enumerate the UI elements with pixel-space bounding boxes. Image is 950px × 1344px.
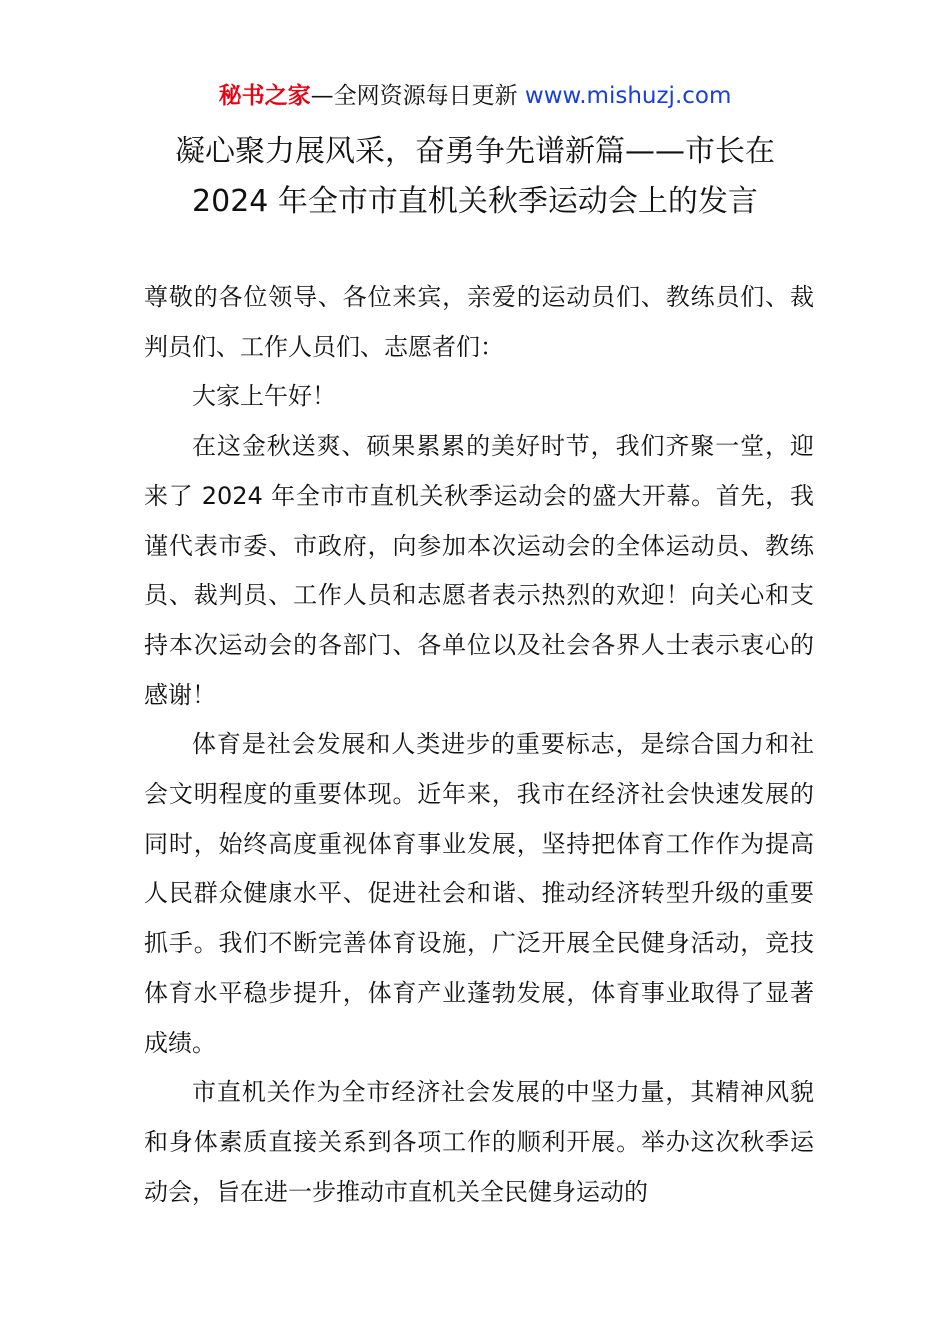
site-url-link[interactable]: www.mishuzj.com (524, 83, 732, 109)
document-body (144, 273, 814, 1217)
document-title-line-2: 2024 年全市市直机关秋季运动会上的发言 (192, 184, 758, 219)
site-tagline: —全网资源每日更新 (310, 83, 525, 109)
salutation-paragraph: 尊敬的各位领导、各位来宾，亲爱的运动员们、教练员们、裁判员们、工作人员们、志愿者们： (144, 283, 814, 361)
document-title-line-1: 凝心聚力展风采，奋勇争先谱新篇——市长在 (175, 134, 775, 169)
site-brand: 秘书之家 (218, 83, 311, 109)
document-title (100, 127, 850, 227)
purpose-paragraph: 市直机关作为全市经济社会发展的中坚力量，其精神风貌和身体素质直接关系到各项工作的顺利开展。举办这次秋季运动会，旨在进一步推动市直机关全民健身运动的 (144, 1078, 814, 1206)
sports-development-paragraph: 体育是社会发展和人类进步的重要标志，是综合国力和社会文明程度的重要体现。近年来，我市在经济社会快速发展的同时，始终高度重视体育事业发展，坚持把体育工作作为提高人民群众健康水平、促进社会和谐、推动经济转型升级的重要抓手。我们不断完善体育设施，广泛开展全民健身活动，竞技体育水平稳步提升，体育产业蓬勃发展，体育事业取得了显著成绩。 (144, 730, 814, 1057)
greeting-paragraph: 大家上午好！ (192, 382, 336, 411)
site-header (0, 80, 950, 112)
opening-paragraph: 在这金秋送爽、硕果累累的美好时节，我们齐聚一堂，迎来了 2024 年全市市直机关秋季运动会的盛大开幕。首先，我谨代表市委、市政府，向参加本次运动会的全体运动员、教练员、裁判员、工作人员和志愿者表示热烈的欢迎！向关心和支持本次运动会的各部门、各单位以及社会各界人士表示衷心的感谢！ (144, 432, 814, 709)
